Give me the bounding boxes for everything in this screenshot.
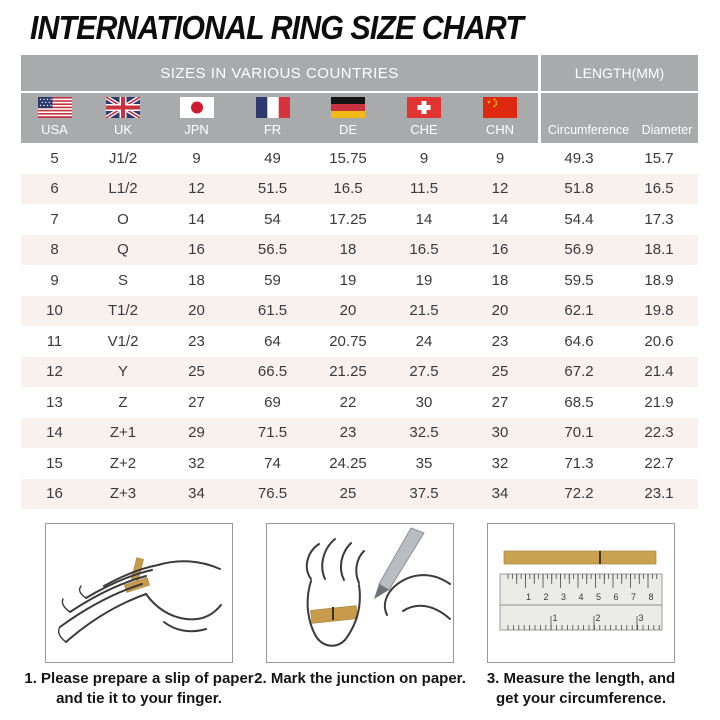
instruction-step-3 xyxy=(487,523,675,709)
step2-caption-line1: 2. Mark the junction on paper. xyxy=(254,670,466,687)
table-cell: 22.7 xyxy=(644,454,674,472)
table-cell: 9 xyxy=(495,149,505,167)
table-cell: 25 xyxy=(188,363,205,381)
svg-text:3: 3 xyxy=(638,613,644,623)
step1-caption-line1: 1. Please prepare a slip of paper xyxy=(24,670,254,687)
table-cell: 72.2 xyxy=(564,485,594,503)
svg-text:3: 3 xyxy=(560,592,567,602)
table-row xyxy=(21,448,698,479)
table-cell: 18 xyxy=(339,241,357,259)
country-columns xyxy=(21,93,538,143)
table-cell: 15.75 xyxy=(329,149,367,167)
table-cell: 9 xyxy=(50,271,59,289)
flag-china-icon xyxy=(483,97,517,118)
instruction-step-1 xyxy=(24,523,254,709)
table-cell: 22 xyxy=(339,393,357,411)
table-cell: 54.4 xyxy=(564,210,594,228)
column-label-usa: USA xyxy=(41,122,68,137)
table-cell: 18.1 xyxy=(644,241,674,259)
table-cell: 76.5 xyxy=(257,485,288,503)
table-rows xyxy=(21,143,698,509)
table-cell: 71.3 xyxy=(564,454,594,472)
table-cell: 16 xyxy=(188,241,205,259)
table-cell: 68.5 xyxy=(564,393,594,411)
table-row xyxy=(21,174,698,205)
column-che xyxy=(386,97,462,143)
table-cell: 16.5 xyxy=(644,180,674,198)
table-cell: 64.6 xyxy=(564,332,594,350)
table-cell: 19 xyxy=(415,271,433,289)
table-row xyxy=(21,143,698,174)
table-cell: 22.3 xyxy=(644,424,674,442)
flag-germany-icon xyxy=(331,97,365,118)
table-cell: 21.9 xyxy=(644,393,674,411)
step1-illustration-box xyxy=(45,523,233,663)
svg-text:7: 7 xyxy=(630,592,637,602)
table-cell: 23 xyxy=(339,424,357,442)
column-label-chn: CHN xyxy=(485,122,515,137)
table-cell: 34 xyxy=(491,485,509,503)
table-cell: 56.5 xyxy=(257,241,288,259)
table-cell: 66.5 xyxy=(257,363,288,381)
table-cell: 27 xyxy=(491,393,509,411)
table-cell: S xyxy=(117,271,128,289)
table-cell: 20 xyxy=(339,302,357,320)
step3-illustration-box xyxy=(487,523,675,663)
table-row xyxy=(21,326,698,357)
column-label-che: CHE xyxy=(410,122,438,137)
table-cell: 14 xyxy=(415,210,433,228)
table-cell: 27 xyxy=(188,393,205,411)
table-cell: 25 xyxy=(339,485,357,503)
table-cell: 19 xyxy=(339,271,357,289)
table-cell: 14 xyxy=(46,424,63,442)
table-cell: Z+2 xyxy=(109,454,137,472)
table-cell: 59.5 xyxy=(564,271,594,289)
table-cell: 25 xyxy=(491,363,509,381)
column-label-diameter: Diameter xyxy=(641,123,693,137)
column-label-de: DE xyxy=(338,122,358,137)
table-cell: 13 xyxy=(46,393,63,411)
step1-caption-line2: and tie it to your finger. xyxy=(56,690,222,707)
table-cell: 49.3 xyxy=(564,149,594,167)
table-cell: T1/2 xyxy=(107,302,138,320)
table-cell: O xyxy=(117,210,129,228)
flag-switzerland-icon xyxy=(407,97,441,118)
table-cell: 18 xyxy=(491,271,509,289)
table-cell: 27.5 xyxy=(409,363,439,381)
size-chart-table xyxy=(21,55,698,509)
table-cell: 11.5 xyxy=(409,180,439,198)
table-row xyxy=(21,418,698,449)
table-cell: Z+3 xyxy=(109,485,137,503)
table-cell: 24.25 xyxy=(329,454,367,472)
table-cell: 10 xyxy=(46,302,63,320)
flag-japan-icon xyxy=(180,97,214,118)
table-row xyxy=(21,204,698,235)
flags-header-band xyxy=(21,93,698,143)
column-fr xyxy=(235,97,310,143)
table-cell: 59 xyxy=(264,271,281,289)
page-title: INTERNATIONAL RING SIZE CHART xyxy=(30,9,523,46)
table-cell: 17.3 xyxy=(644,210,674,228)
column-label-jpn: JPN xyxy=(184,122,209,137)
table-cell: 51.8 xyxy=(564,180,594,198)
svg-text:5: 5 xyxy=(595,592,602,602)
pen-icon xyxy=(374,528,424,599)
svg-text:1: 1 xyxy=(552,613,558,623)
svg-text:1: 1 xyxy=(525,592,532,602)
table-cell: 20 xyxy=(188,302,205,320)
table-cell: 9 xyxy=(419,149,429,167)
table-cell: 35 xyxy=(415,454,433,472)
column-label-uk: UK xyxy=(113,122,133,137)
table-cell: 70.1 xyxy=(564,424,594,442)
table-cell: 67.2 xyxy=(564,363,594,381)
table-cell: 21.4 xyxy=(644,363,674,381)
table-row xyxy=(21,357,698,388)
column-jpn xyxy=(158,97,235,143)
instruction-step-2 xyxy=(254,523,466,709)
step3-caption xyxy=(487,669,675,709)
table-row xyxy=(21,479,698,510)
table-cell: 61.5 xyxy=(257,302,288,320)
svg-text:4: 4 xyxy=(578,592,584,602)
table-cell: 51.5 xyxy=(257,180,288,198)
table-cell: 30 xyxy=(415,393,433,411)
length-columns xyxy=(541,93,698,143)
step2-caption xyxy=(254,669,466,689)
flag-usa-icon xyxy=(38,97,72,118)
table-cell: 16 xyxy=(491,241,509,259)
table-cell: 71.5 xyxy=(257,424,288,442)
table-cell: 49 xyxy=(264,149,281,167)
table-cell: 9 xyxy=(192,149,201,167)
table-cell: 14 xyxy=(188,210,205,228)
step1-caption xyxy=(24,669,253,709)
column-label-fr: FR xyxy=(263,122,282,137)
svg-text:2: 2 xyxy=(543,592,549,602)
step3-caption-line1: 3. Measure the length, and xyxy=(486,670,676,687)
table-cell: 32 xyxy=(491,454,509,472)
table-cell: 18 xyxy=(188,271,205,289)
table-row xyxy=(21,265,698,296)
table-cell: 30 xyxy=(491,424,509,442)
table-cell: 32.5 xyxy=(409,424,439,442)
table-cell: 74 xyxy=(264,454,281,472)
flag-uk-icon xyxy=(106,97,140,118)
table-cell: 20.6 xyxy=(644,332,674,350)
table-cell: 12 xyxy=(491,180,509,198)
table-cell: 15.7 xyxy=(644,149,674,167)
table-cell: Y xyxy=(117,363,128,381)
table-cell: 14 xyxy=(491,210,509,228)
table-cell: 20 xyxy=(491,302,509,320)
table-cell: 15 xyxy=(46,454,63,472)
table-cell: 69 xyxy=(264,393,281,411)
svg-text:6: 6 xyxy=(613,592,619,602)
table-cell: 6 xyxy=(50,180,59,198)
table-cell: 11 xyxy=(46,332,63,350)
column-chn xyxy=(462,97,538,143)
table-cell: 5 xyxy=(50,149,59,167)
table-cell: 21.25 xyxy=(329,363,367,381)
table-cell: Q xyxy=(117,241,129,259)
table-cell: 29 xyxy=(188,424,205,442)
instruction-panels xyxy=(24,523,720,709)
table-cell: 64 xyxy=(264,332,281,350)
table-cell: 62.1 xyxy=(564,302,594,320)
table-cell: 16 xyxy=(46,485,63,503)
table-cell: 16.5 xyxy=(409,241,439,259)
table-cell: Z+1 xyxy=(109,424,137,442)
svg-text:8: 8 xyxy=(648,592,654,602)
table-row xyxy=(21,235,698,266)
table-cell: 8 xyxy=(50,241,59,259)
table-cell: V1/2 xyxy=(107,332,139,350)
table-cell: 34 xyxy=(188,485,205,503)
table-cell: 56.9 xyxy=(564,241,594,259)
table-header-band xyxy=(21,55,698,91)
table-cell: 23.1 xyxy=(644,485,674,503)
table-cell: 23 xyxy=(188,332,205,350)
step3-caption-line2: get your circumference. xyxy=(495,690,667,707)
table-cell: J1/2 xyxy=(108,149,138,167)
table-cell: 12 xyxy=(188,180,205,198)
ruler-illustration xyxy=(488,524,674,663)
table-cell: 54 xyxy=(264,210,281,228)
table-cell: 17.25 xyxy=(329,210,367,228)
hand-marking-illustration xyxy=(267,524,454,663)
table-row xyxy=(21,296,698,327)
table-cell: Z xyxy=(118,393,128,411)
table-cell: 20.75 xyxy=(329,332,367,350)
step2-illustration-box xyxy=(266,523,454,663)
paper-strip-icon xyxy=(504,551,656,564)
column-usa xyxy=(21,97,88,143)
header-length-mm: LENGTH(MM) xyxy=(541,55,698,91)
svg-text:2: 2 xyxy=(595,613,601,623)
table-cell: 37.5 xyxy=(409,485,439,503)
column-de xyxy=(310,97,386,143)
table-cell: 18.9 xyxy=(644,271,674,289)
hand-with-paper-illustration xyxy=(46,524,233,663)
table-cell: 7 xyxy=(50,210,59,228)
column-uk xyxy=(88,97,158,143)
table-cell: 19.8 xyxy=(644,302,674,320)
header-sizes-countries: SIZES IN VARIOUS COUNTRIES xyxy=(21,55,538,91)
table-cell: L1/2 xyxy=(108,180,138,198)
table-cell: 21.5 xyxy=(409,302,439,320)
table-cell: 23 xyxy=(491,332,509,350)
table-cell: 32 xyxy=(188,454,205,472)
table-cell: 12 xyxy=(46,363,63,381)
column-label-circumference: Circumference xyxy=(547,123,630,137)
table-cell: 16.5 xyxy=(333,180,363,198)
table-row xyxy=(21,387,698,418)
table-cell: 24 xyxy=(415,332,433,350)
flag-france-icon xyxy=(256,97,290,118)
